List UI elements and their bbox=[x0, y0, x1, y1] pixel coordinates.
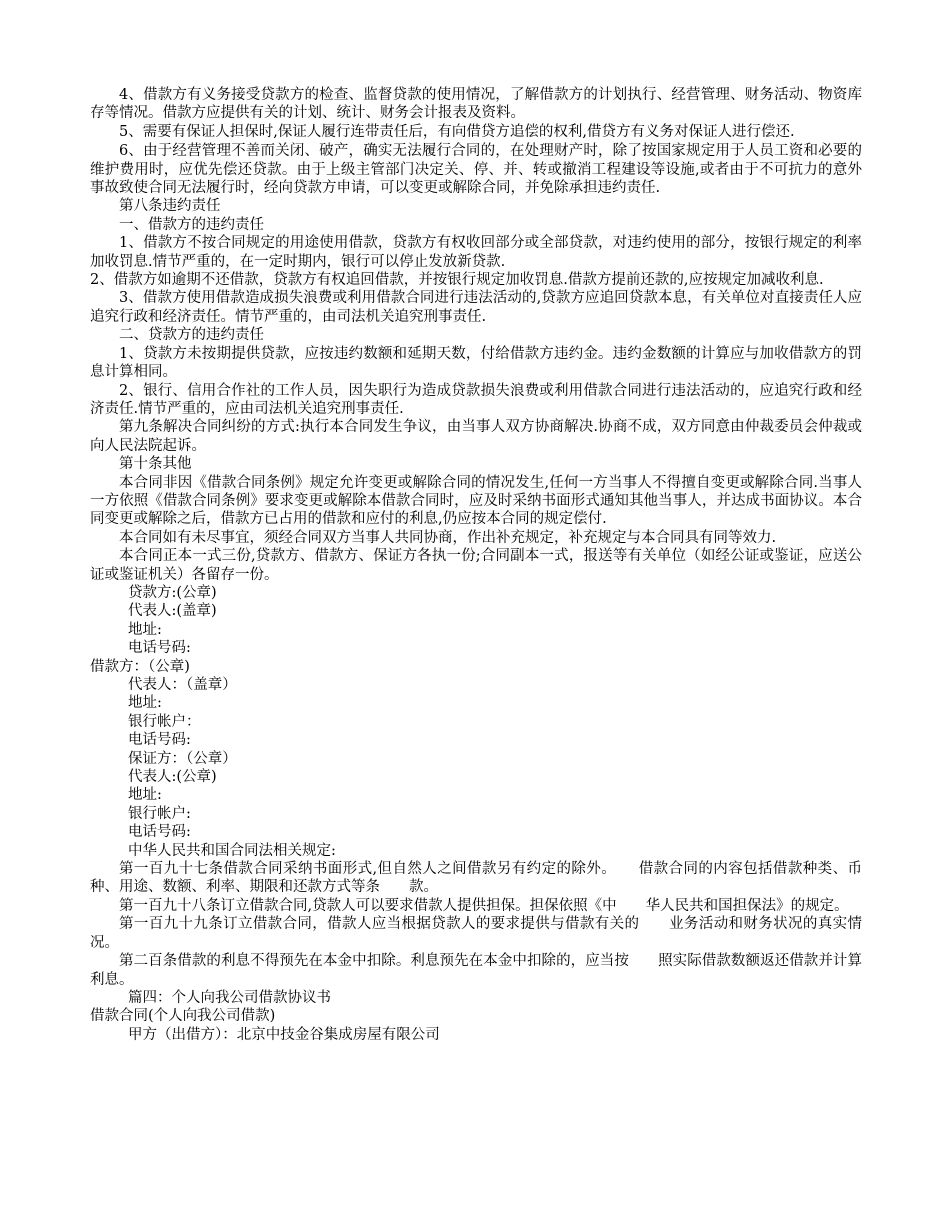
signature-line: 电话号码: bbox=[128, 640, 191, 657]
signature-line: 地址: bbox=[128, 787, 162, 804]
clause-paragraph: 2、借款方如逾期不还借款，贷款方有权追回借款，并按银行规定加收罚息.借款方提前还款的,应按规定加减收利息. bbox=[90, 272, 824, 289]
signature-line: 代表人：（盖章） bbox=[128, 677, 237, 693]
signature-line: 代表人:(盖章) bbox=[128, 603, 217, 620]
clause-paragraph: 本合同如有未尽事宜，须经合同双方当事人共同协商，作出补充规定，补充规定与本合同具有同等效力. bbox=[119, 529, 777, 546]
clause-paragraph: 本合同非因《借款合同条例》规定允许变更或解除合同的情况发生,任何一方当事人不得擅自变更或解除合同.当事人一方依照《借款合同条例》要求变更或解除本借款合同时，应及时采纳书面形式通知其他当事人，并达成书面协议。本合同变更或解除之后，借款方已占用的借款和应付的利息,仍应按本合同的规定偿付. bbox=[90, 474, 862, 528]
signature-line: 贷款方:(公章) bbox=[128, 584, 217, 601]
subsection-heading: 一、借款方的违约责任 bbox=[119, 216, 264, 233]
subsection-heading: 二、贷款方的违约责任 bbox=[119, 327, 264, 344]
clause-paragraph: 4、借款方有义务接受贷款方的检查、监督贷款的使用情况，了解借款方的计划执行、经营管理、财务活动、物资库存等情况。借款方应提供有关的计划、统计、财务会计报表及资料。 bbox=[90, 87, 862, 122]
signature-line: 银行帐户： bbox=[128, 713, 201, 730]
clause-paragraph: 第二百条借款的利息不得预先在本金中扣除。利息预先在本金中扣除的，应当按 照实际借款数额返还借款并计算利息。 bbox=[90, 953, 862, 988]
clause-paragraph: 第一百九十八条订立借款合同,贷款人可以要求借款人提供担保。担保依照《中 华人民共和国担保法》的规定。 bbox=[119, 897, 849, 914]
clause-paragraph: 3、借款方使用借款造成损失浪费或利用借款合同进行违法活动的,贷款方应追回贷款本息，有关单位对直接责任人应追究行政和经济责任。情节严重的，由司法机关追究刑事责任. bbox=[90, 290, 862, 325]
signature-line: 银行帐户: bbox=[128, 805, 191, 822]
clause-paragraph: 6、由于经营管理不善而关闭、破产，确实无法履行合同的，在处理财产时，除了按国家规定用于人员工资和必要的维护费用时，应优先偿还贷款。由于上级主管部门决定关、停、并、转或撤消工程建设等设施,或者由于不可抗力的意外事故致使合同无法履行时，经向贷款方申请，可以变更或解除合同，并免除承担违约责任. bbox=[90, 143, 862, 197]
clause-paragraph: 第一百九十七条借款合同采纳书面形式,但自然人之间借款另有约定的除外。 借款合同的内容包括借款种类、币种、用途、数额、利率、期限和还款方式等条 款。 bbox=[90, 861, 862, 896]
clause-paragraph: 本合同正本一式三份,贷款方、借款方、保证方各执一份;合同副本一式，报送等有关单位（如经公证或鉴证，应送公证或鉴证机关）各留存一份。 bbox=[90, 548, 862, 583]
clause-paragraph: 1、借款方不按合同规定的用途使用借款，贷款方有权收回部分或全部贷款，对违约使用的部分，按银行规定的利率加收罚息.情节严重的，在一定时期内，银行可以停止发放新贷款. bbox=[90, 235, 862, 270]
clause-paragraph: 2、银行、信用合作社的工作人员，因失职行为造成贷款损失浪费或利用借款合同进行违法活动的，应追究行政和经济责任.情节严重的，应由司法机关追究刑事责任. bbox=[90, 382, 862, 417]
section-heading: 第八条违约责任 bbox=[119, 198, 221, 215]
section-heading: 中华人民共和国合同法相关规定: bbox=[128, 842, 336, 859]
clause-paragraph: 第一百九十九条订立借款合同，借款人应当根据贷款人的要求提供与借款有关的 业务活动和财务状况的真实情况。 bbox=[90, 916, 862, 951]
signature-line: 地址: bbox=[128, 695, 162, 712]
article-title: 篇四：个人向我公司借款协议书 bbox=[128, 989, 331, 1006]
signature-line: 电话号码: bbox=[128, 824, 191, 841]
party-line: 甲方（出借方）：北京中技金谷集成房屋有限公司 bbox=[128, 1026, 440, 1043]
clause-paragraph: 第九条解决合同纠纷的方式:执行本合同发生争议，由当事人双方协商解决.协商不成，双方同意由仲裁委员会仲裁或向人民法院起诉。 bbox=[90, 419, 862, 454]
clause-paragraph: 1、贷款方未按期提供贷款，应按违约数额和延期天数，付给借款方违约金。违约金数额的计算应与加收借款方的罚息计算相同。 bbox=[90, 345, 862, 381]
signature-line: 地址: bbox=[128, 621, 162, 638]
signature-line: 借款方：（公章) bbox=[90, 658, 190, 675]
signature-line: 电话号码: bbox=[128, 732, 191, 749]
clause-paragraph: 5、需要有保证人担保时,保证人履行连带责任后，有向借贷方追偿的权利,借贷方有义务对保证人进行偿还. bbox=[119, 123, 795, 140]
contract-title: 借款合同(个人向我公司借款) bbox=[90, 1008, 276, 1025]
section-heading: 第十条其他 bbox=[119, 456, 192, 473]
signature-line: 保证方：（公章） bbox=[128, 750, 237, 767]
signature-line: 代表人:(公章) bbox=[128, 769, 217, 786]
